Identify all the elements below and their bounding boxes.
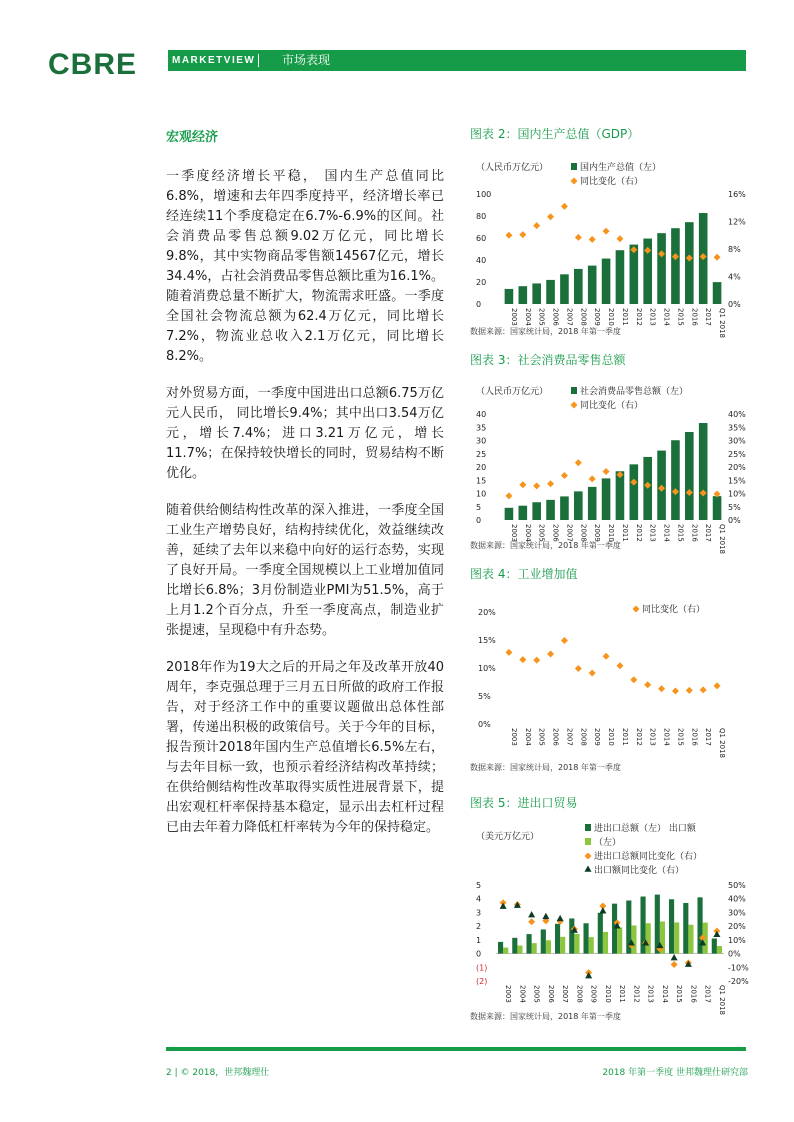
chart1-x-tick: 2007: [565, 524, 574, 542]
chart3-right-tick: 50%: [728, 881, 746, 890]
chart3-x-tick: 2011: [618, 985, 627, 1003]
chart0-bar: [616, 250, 625, 304]
chart1-right-tick: 30%: [728, 436, 746, 446]
chart0-x-tick: Q1 2018: [718, 308, 727, 339]
chart1-bar: [588, 487, 597, 520]
chart3-bar: [688, 925, 693, 954]
chart1-x-tick: 2009: [593, 524, 602, 542]
chart3-right-tick: -20%: [728, 977, 749, 986]
chart2-x-tick: 2006: [551, 728, 560, 746]
chart1-right-tick: 0%: [728, 516, 741, 525]
chart3-point: [528, 918, 535, 925]
chart3-bar: [617, 928, 622, 954]
chart1-left-tick: 10: [476, 489, 487, 499]
chart0-right-tick: 8%: [728, 245, 741, 254]
chart3-point: [671, 961, 678, 968]
chart-industry-title: 图表 4：工业增加值: [470, 567, 578, 581]
chart2-x-tick: 2012: [634, 728, 643, 746]
chart0-legend-label: 国内生产总值（左）: [580, 163, 662, 173]
chart-gdp-title: 图表 2：国内生产总值（GDP）: [470, 127, 640, 141]
chart0-x-tick: 2007: [565, 308, 574, 326]
chart1-right-tick: 15%: [728, 476, 746, 486]
chart0-point: [505, 232, 512, 239]
chart0-x-tick: 2008: [579, 308, 588, 326]
chart1-bar: [505, 508, 514, 520]
chart3-bar: [532, 943, 537, 953]
chart2-right-tick: 10%: [478, 664, 496, 673]
chart0-legend-label: 同比变化（右）: [580, 177, 644, 187]
chart0-x-tick: 2011: [620, 308, 629, 326]
chart0-left-tick: 80: [476, 212, 487, 221]
chart3-right-tick: 20%: [728, 922, 746, 932]
chart3-bar: [603, 932, 608, 954]
chart1-legend-swatch: [571, 387, 577, 394]
chart0-bar: [505, 289, 514, 304]
chart1-left-tick: 5: [476, 502, 482, 512]
chart-gdp-block: [470, 126, 760, 338]
chart2-point: [589, 670, 596, 677]
chart3-x-tick: 2006: [546, 985, 555, 1003]
chart3-bar: [512, 938, 517, 954]
chart3-bar: [541, 929, 546, 953]
footer-bar: [166, 1047, 746, 1051]
chart1-bar: [671, 440, 680, 520]
chart0-x-tick: 2004: [523, 308, 532, 326]
chart3-x-tick: 2008: [575, 985, 584, 1003]
chart0-point: [616, 235, 623, 242]
chart1-legend-label: 社会消费品零售总额（左）: [580, 387, 689, 397]
footer-report-info: 2018 年第一季度 世邦魏理仕研究部: [602, 1068, 748, 1078]
chart1-x-tick: 2015: [676, 524, 685, 542]
chart0-right-tick: 0%: [728, 300, 741, 309]
chart0-x-tick: 2017: [704, 308, 713, 326]
chart0-point: [547, 213, 554, 220]
chart2-point: [686, 687, 693, 694]
chart3-x-tick: Q1 2018: [717, 985, 726, 1016]
chart3-left-tick: 1: [476, 935, 482, 945]
chart0-x-tick: 2016: [690, 308, 699, 326]
macro-economy-column: [166, 128, 444, 855]
chart3-x-tick: 2003: [504, 985, 513, 1003]
chart1-bar: [532, 502, 541, 520]
chart2-point: [575, 665, 582, 672]
chart0-right-tick: 12%: [728, 217, 746, 227]
chart0-point: [714, 254, 721, 261]
chart2-right-tick: 0%: [478, 720, 491, 729]
chart3-bar: [598, 913, 603, 954]
chart1-right-tick: 10%: [728, 489, 746, 499]
chart3-left-tick: 4: [476, 894, 482, 904]
chart3-x-tick: 2012: [632, 985, 641, 1003]
chart3-left-tick: 5: [476, 881, 482, 890]
chart3-bar: [646, 923, 651, 953]
chart1-bar: [574, 491, 583, 520]
chart3-bar: [569, 918, 574, 953]
chart1-point: [505, 492, 512, 499]
chart2-point: [505, 649, 512, 656]
chart2-x-tick: Q1 2018: [718, 728, 727, 759]
chart0-x-tick: 2015: [676, 308, 685, 326]
chart0-bar: [657, 233, 666, 304]
chart0-bar: [671, 228, 680, 304]
chart3-right-tick: 10%: [728, 935, 746, 945]
chart-trade: [470, 811, 760, 1016]
chart2-point: [603, 653, 610, 660]
chart0-right-tick: 4%: [728, 272, 741, 282]
chart2-point: [644, 681, 651, 688]
chart0-x-tick: 2010: [607, 308, 616, 326]
marketview-label: MARKETVIEW: [172, 55, 256, 66]
chart3-left-tick: (2): [476, 977, 488, 986]
chart0-left-tick: 0: [476, 300, 482, 309]
chart3-legend-swatch: [585, 824, 591, 831]
chart1-point: [547, 480, 554, 487]
chart3-bar: [526, 934, 531, 953]
chart3-right-tick: 0%: [728, 949, 741, 959]
chart0-x-tick: 2012: [634, 308, 643, 326]
chart-retail-source: 数据来源：国家统计局，2018 年第一季度: [470, 541, 621, 550]
chart1-x-tick: 2006: [551, 524, 560, 542]
chart3-bar: [589, 937, 594, 953]
chart3-right-tick: -10%: [728, 963, 749, 973]
chart3-bar: [498, 942, 503, 954]
chart1-right-tick: 20%: [728, 463, 746, 472]
chart2-right-tick: 20%: [478, 608, 496, 617]
chart3-bar: [712, 938, 717, 953]
chart1-x-tick: Q1 2018: [718, 524, 727, 555]
chart1-point: [589, 475, 596, 482]
paragraph-policy: 2018年作为19大之后的开局之年及改革开放40周年，李克强总理于三月五日所做的政府工作报告，对于经济工作中的重要议题做出总体性部署，传递出积极的政策信号。关于今年的目标，报告预计2018年国内生产总值增长6.5%左右，与去年目标一致，也预示着经济结构改革持续；在供给侧结构性改革取得实质性进展背景下，提出宏观杠杆率保持基本稳定，显示出去杠杆过程已由去年着力降低杠杆率转为今年的保持稳定。: [166, 660, 444, 835]
chart1-point: [603, 468, 610, 475]
chart0-point: [603, 228, 610, 235]
chart3-point: [671, 954, 678, 960]
chart0-point: [575, 234, 582, 241]
chart0-legend-swatch: [571, 163, 577, 170]
chart1-right-tick: 35%: [728, 423, 746, 433]
chart3-point: [599, 907, 606, 913]
header-divider: [258, 54, 259, 67]
chart2-x-tick: 2010: [607, 728, 616, 746]
chart3-legend-label: 进出口总额同比变化（右）: [594, 852, 703, 862]
chart3-bar: [669, 899, 674, 953]
chart0-bar: [560, 274, 569, 304]
chart3-point: [542, 913, 549, 919]
chart0-bar: [602, 259, 611, 304]
chart3-bar: [612, 904, 617, 954]
chart-retail-block: [470, 352, 760, 555]
chart3-x-tick: 2015: [675, 985, 684, 1003]
chart2-right-tick: 15%: [478, 636, 496, 645]
chart3-legend-label: （左）: [594, 838, 622, 848]
chart0-point: [561, 203, 568, 210]
chart3-right-tick: 30%: [728, 908, 746, 918]
footer-copyright: 2 | © 2018，世邦魏理仕: [166, 1068, 270, 1078]
chart2-x-tick: 2008: [579, 728, 588, 746]
chart3-unit-label: （美元万亿元）: [476, 832, 540, 842]
chart3-bar: [560, 937, 565, 954]
chart3-bar: [546, 940, 551, 953]
chart2-x-tick: 2003: [509, 728, 518, 746]
chart2-point: [700, 686, 707, 693]
chart2-point: [630, 676, 637, 683]
chart3-point: [557, 915, 564, 921]
chart1-x-tick: 2004: [523, 524, 532, 542]
chart-gdp-source: 数据来源：国家统计局，2018 年第一季度: [470, 327, 621, 336]
chart-industry: [470, 582, 760, 758]
chart0-bar: [588, 266, 597, 304]
chart3-legend-label: 进出口总额（左） 出口额: [594, 824, 696, 834]
chart0-x-tick: 2014: [662, 308, 671, 326]
chart3-x-tick: 2017: [703, 985, 712, 1003]
chart3-x-tick: 2013: [646, 985, 655, 1003]
chart2-x-tick: 2014: [662, 728, 671, 746]
chart2-x-tick: 2007: [565, 728, 574, 746]
chart2-point: [672, 687, 679, 694]
chart1-bar: [616, 471, 625, 520]
chart-industry-block: [470, 566, 760, 774]
chart1-bar: [699, 423, 708, 520]
chart1-x-tick: 2013: [648, 524, 657, 542]
chart2-x-tick: 2004: [523, 728, 532, 746]
chart0-bar: [546, 280, 555, 304]
chart2-point: [547, 651, 554, 658]
chart1-legend-swatch: [571, 402, 578, 409]
chart3-bar: [574, 934, 579, 954]
chart0-x-tick: 2006: [551, 308, 560, 326]
chart1-point: [519, 481, 526, 488]
chart2-point: [714, 682, 721, 689]
chart0-unit-label: （人民币万亿元）: [476, 163, 549, 173]
chart3-x-tick: 2004: [518, 985, 527, 1003]
chart3-x-tick: 2009: [589, 985, 598, 1003]
chart0-bar: [532, 283, 541, 304]
chart0-bar: [630, 245, 639, 304]
chart1-bar: [602, 478, 611, 520]
chart3-bar: [717, 946, 722, 954]
chart0-bar: [574, 269, 583, 304]
chart3-right-tick: 40%: [728, 894, 746, 904]
chart2-right-tick: 5%: [478, 692, 491, 701]
chart1-right-tick: 40%: [728, 410, 746, 419]
chart1-left-tick: 35: [476, 423, 487, 433]
chart3-legend-swatch: [585, 853, 592, 860]
chart3-bar: [683, 903, 688, 954]
chart3-left-tick: 0: [476, 949, 482, 959]
chart2-x-tick: 2015: [676, 728, 685, 746]
chart1-left-tick: 40: [476, 410, 487, 419]
chart3-left-tick: 2: [476, 922, 482, 932]
chart1-bar: [685, 432, 694, 520]
chart2-point: [561, 637, 568, 644]
chart0-point: [519, 231, 526, 238]
chart-retail-title: 图表 3：社会消费品零售总额: [470, 353, 626, 367]
chart0-x-tick: 2005: [537, 308, 546, 326]
chart1-x-tick: 2003: [509, 524, 518, 542]
chart0-left-tick: 20: [476, 278, 487, 287]
cbre-logo: CBRE: [48, 48, 138, 81]
chart3-left-tick: 3: [476, 908, 482, 918]
chart0-bar: [713, 282, 722, 304]
chart3-left-tick: (1): [476, 963, 488, 973]
chart0-point: [589, 236, 596, 243]
chart1-left-tick: 30: [476, 436, 487, 446]
chart3-bar: [631, 925, 636, 953]
chart2-x-tick: 2005: [537, 728, 546, 746]
chart3-legend-label: 出口额同比变化（右）: [594, 866, 685, 876]
chart0-bar: [685, 222, 694, 304]
chart1-bar: [560, 496, 569, 520]
chart0-right-tick: 16%: [728, 190, 746, 199]
chart3-bar: [674, 922, 679, 953]
chart0-legend-swatch: [571, 178, 578, 185]
chart1-legend-label: 同比变化（右）: [580, 401, 644, 411]
chart1-left-tick: 0: [476, 516, 482, 525]
chart2-x-tick: 2017: [704, 728, 713, 746]
chart2-x-tick: 2016: [690, 728, 699, 746]
chart1-bar: [630, 464, 639, 520]
chart0-point: [533, 222, 540, 229]
paragraph-industry: 随着供给侧结构性改革的深入推进，一季度全国工业生产增势良好，结构持续优化，效益继续改善，延续了去年以来稳中向好的运行态势，实现了良好开局。一季度全国规模以上工业增加值同比增长6.8%；3月份制造业PMI为51.5%，高于上月1.2个百分点，升至一季度高点，制造业扩张提速，呈现稳中有升态势。: [166, 503, 444, 638]
chart2-legend-swatch: [633, 606, 640, 613]
chart1-x-tick: 2016: [690, 524, 699, 542]
chart3-x-tick: 2016: [689, 985, 698, 1003]
section-label: 市场表现: [282, 53, 331, 67]
chart2-point: [616, 662, 623, 669]
chart2-legend-label: 同比变化（右）: [642, 605, 706, 615]
chart2-x-tick: 2009: [593, 728, 602, 746]
chart-trade-block: [470, 795, 760, 1023]
chart-industry-source: 数据来源：国家统计局，2018 年第一季度: [470, 763, 621, 772]
chart2-point: [533, 657, 540, 664]
paragraph-trade: 对外贸易方面，一季度中国进出口总额6.75万亿元人民币， 同比增长9.4%；其中出口3.54万亿元，增长7.4%；进口3.21万亿元，增长11.7%；在保持较快增长的同时，贸易结构不断优化。: [166, 386, 444, 481]
chart1-point: [561, 472, 568, 479]
chart1-left-tick: 25: [476, 449, 487, 459]
chart1-x-tick: 2010: [607, 524, 616, 542]
chart3-x-tick: 2005: [532, 985, 541, 1003]
chart0-x-tick: 2009: [593, 308, 602, 326]
chart3-x-tick: 2014: [660, 985, 669, 1003]
chart1-point: [533, 482, 540, 489]
chart1-right-tick: 5%: [728, 502, 741, 512]
chart2-x-tick: 2011: [620, 728, 629, 746]
chart1-point: [575, 459, 582, 466]
chart1-x-tick: 2005: [537, 524, 546, 542]
chart1-bar: [713, 496, 722, 520]
chart1-unit-label: （人民币万亿元）: [476, 387, 549, 397]
chart1-right-tick: 25%: [728, 449, 746, 459]
chart3-bar: [555, 924, 560, 954]
chart0-left-tick: 40: [476, 256, 487, 265]
chart-trade-source: 数据来源：国家统计局，2018 年第一季度: [470, 1012, 621, 1021]
chart1-bar: [519, 506, 528, 520]
chart3-x-tick: 2007: [561, 985, 570, 1003]
chart3-point: [528, 911, 535, 917]
chart0-bar: [519, 286, 528, 304]
chart1-x-tick: 2008: [579, 524, 588, 542]
chart0-left-tick: 100: [476, 190, 492, 199]
chart1-left-tick: 15: [476, 476, 487, 486]
chart1-left-tick: 20: [476, 463, 487, 472]
chart-trade-title: 图表 5：进出口贸易: [470, 796, 578, 810]
chart0-x-tick: 2003: [509, 308, 518, 326]
chart3-legend-swatch: [585, 866, 592, 872]
chart0-left-tick: 60: [476, 234, 487, 243]
chart1-x-tick: 2012: [634, 524, 643, 542]
chart1-x-tick: 2014: [662, 524, 671, 542]
chart1-bar: [546, 500, 555, 520]
chart3-legend-swatch: [585, 838, 591, 845]
chart3-bar: [583, 923, 588, 953]
chart2-point: [519, 656, 526, 663]
chart1-x-tick: 2011: [620, 524, 629, 542]
section-title: 宏观经济: [166, 130, 219, 145]
chart0-x-tick: 2013: [648, 308, 657, 326]
chart3-bar: [517, 945, 522, 953]
chart1-x-tick: 2017: [704, 524, 713, 542]
paragraph-gdp: 一季度经济增长平稳， 国内生产总值同比6.8%，增速和去年四季度持平，经济增长率已经连续11个季度稳定在6.7%-6.9%的区间。社会消费品零售总额9.02万亿元，同比增长9.8%，其中实物商品零售额14567亿元，增长34.4%，占社会消费品零售总额比重为16.1%。随着消费总量不断扩大，物流需求旺盛。一季度全国社会物流总额为62.4万亿元，同比增长7.2%，物流业总收入2.1万亿元，同比增长8.2%。: [166, 169, 444, 364]
chart3-x-tick: 2010: [603, 985, 612, 1003]
chart2-point: [658, 685, 665, 692]
chart3-bar: [503, 948, 508, 954]
chart2-x-tick: 2013: [648, 728, 657, 746]
